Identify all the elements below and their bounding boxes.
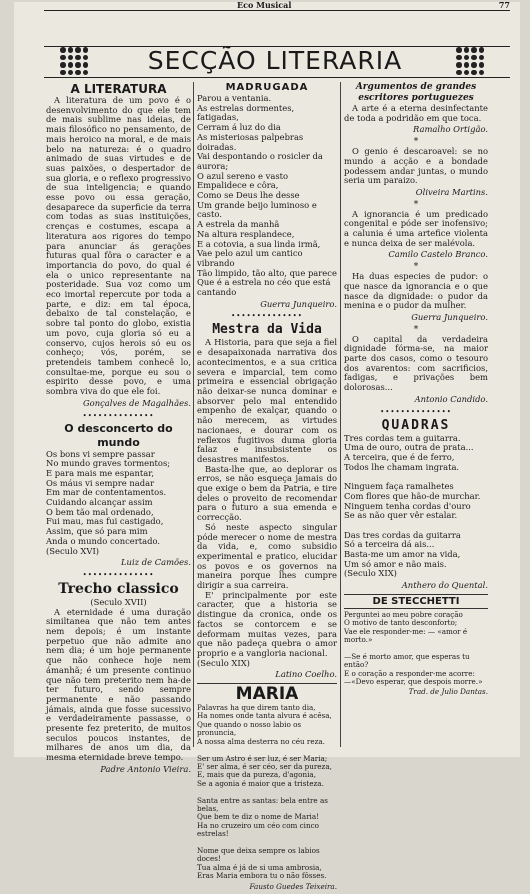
divider-dots: •••••••••••••• [380, 407, 452, 416]
argumento-1: A arte é a eterna desinfectante de toda a podridão em que toca. [344, 103, 488, 123]
divider-dots: •••••••••••••• [82, 570, 155, 579]
column-1 [46, 82, 191, 778]
argumento-4-author: Guerra Junqueiro. [411, 311, 488, 322]
madrugada-author: Guerra Junqueiro. [260, 298, 337, 309]
argumento-5-author: Antonio Candido. [414, 393, 488, 404]
argumento-2: O genio é descaroavel: se no mundo a acção e a bondade podessem andar juntas, o mundo seria um paraizo. [344, 146, 488, 186]
maria-verse: Palavras ha que direm tanto dia, Ha nomes onde tanta alvura é acêsa, Que quando o nosso labio os pronuncia, A nossa alma desterra no céu reza. Ser um Astro é ser luz, é ser Maria; E' ser alma, é ser céo, ser da pureza, E, mais que da pureza, d'agonia, Se a agonia é maior que a tristeza. Santa entre as santas: bela entre as belas, Que bem te diz o nome de Maria! Ha no cruzeiro um céo com cinco estrelas! Nome que deixa sempre os labios doces! Tua alma é já de si uma ambrosia, Eras Maria embora tu o não fôsses. [197, 703, 332, 881]
maria-author: Fausto Guedes Teixeira. [249, 881, 337, 891]
top-rule [44, 10, 510, 11]
quadras-author: Anthero do Quental. [401, 580, 488, 591]
literatura-text: A literatura de um povo é o desenvolvimento do que ele tem de mais sublime nas ideias, de mais filosófico no pensamento, de mais heroico na moral, e de mais belo na natureza: é o quadro animado de suas virtudes e de suas paixões, o despertador de sua gloria, e o reflexo progressivo de sua inteligencia; e quando esse povo ou essa geração, desaparece da superficie da terra com todas as suas instituições, crenças e costumes, escapa a literatura aos rigores do tempo para anunciar ás gerações futuras qual fôra o caracter e a importancia do povo, do qual é ela o unico representante na posteridade. Sua voz como um eco imortal repercute por toda a parte, e diz: em tal época, debaixo de tal constelação, e sobre tal ponto do globo, existia um povo, cuja gloria só eu a conservo, cujos herois só eu os conheço; vós, porém, se pretendeis tambem conhecê lo, consultae-me, porque eu sou o espirito desse povo, e uma sombra viva do que ele foi. [46, 95, 191, 397]
mestra-title: Mestra da Vida [212, 322, 322, 338]
argumento-1-author: Ramalho Ortigão. [412, 124, 488, 135]
stecchetti-verse: Perguntei ao meu pobre coração O motivo de tanto desconforto; Vae ele responder-me: — «amor é morto.» —Se é morto amor, que esperas tu então? E o coração a responder-me acorre: —«Devo esperar, que despois morre.» [344, 609, 483, 687]
asterisk-icon: * [413, 324, 419, 335]
quadras-century: (Seculo XIX) [344, 568, 397, 579]
asterisk-icon: * [413, 262, 419, 273]
desconcerto-title: O desconcerto do mundo [64, 421, 173, 449]
mestra-author: Latino Coelho. [275, 669, 337, 680]
madrugada-verse: Parou a ventania. As estrelas dormentes, fatigadas, Cerram á luz do dia As misteriosas palpebras doiradas. Vai despontando o rosicler da aurora; O azul sereno e vasto Empalidece e côra, Como se Deus lhe desse Um grande beijo luminoso e casto. A estrela da manhã Na altura resplandece, E a cotovia, a sua linda irmã, Vae pelo azul um cantico vibrando Tão limpido, tão alto, que parece Que é a estrela no céo que está cantando [197, 93, 337, 298]
argumento-5: O capital da verdadeira dignidade fórma-se, na maior parte dos casos, como o tesouro dos avarentos: com sacrificios, fadigas, e privações bem dolorosas... [344, 333, 488, 393]
argumento-2-author: Oliveira Martins. [415, 186, 488, 197]
trecho-century: (Seculo XVII) [90, 596, 147, 607]
asterisk-icon: * [413, 199, 419, 210]
column-3 [344, 82, 488, 700]
trecho-author: Padre Antonio Vieira. [100, 763, 191, 774]
argumentos-title: Argumentos de grandes escritores portuguezes [355, 82, 477, 103]
mestra-text-1: A Historia, para que seja a fiel e desapaixonada narrativa dos acontecimentos, e a sua critica severa e imparcial, tem como primeira e essencial obrigação não deixar-se nunca dominar e absorver pelo mal entendido empenho de exalçar, quando o não merecem, as virtudes nacionaes, e dourar com os reflexos fugitivos duma gloria falaz e insubsistente os desastres manifestos. [197, 337, 337, 464]
argumento-4: Ha duas especies de pudor: o que nasce da ignorancia e o que nasce da dignidade: o pudor da menina e o pudor da mulher. [344, 271, 488, 311]
mestra-text-2: Basta-lhe que, ao deplorar os erros, se não esqueça jamais do que exige o bem da Patria, e tire deles o proveito de recomendar para o futuro a sua emenda e correcção. [197, 463, 337, 523]
page-number: 77 [498, 0, 510, 10]
madrugada-title: MADRUGADA [225, 82, 309, 93]
divider-dots: •••••••••••••• [82, 411, 155, 420]
literatura-author: Gonçalves de Magalhães. [82, 397, 191, 408]
section-title: SECÇÃO LITERARIA [147, 46, 403, 75]
column-divider-2 [340, 82, 341, 747]
desconcerto-verse: Os bons vi sempre passar No mundo graves tormentos; E para mais me espantar, Os máus vi sempre nadar Em mar de contentamentos. Cuidando alcançar assim O bem tão mal ordenado, Fui mau, mas fui castigado, Assim, que só para mim Anda o mundo concertado. [46, 448, 171, 546]
ornament-left-icon [60, 47, 88, 75]
divider-dots: •••••••••••••• [231, 312, 303, 321]
mestra-century: (Seculo XIX) [197, 657, 250, 668]
mestra-text-3: Só neste aspecto singular póde merecer o nome de mestra da vida, e, como subsidio experimental e pratico, elucidar os povos e os governos na maneira porque lhes cumpre dirigir a sua carreira. [197, 521, 337, 591]
literatura-title: A LITERATURA [70, 82, 167, 96]
ornament-right-icon [456, 47, 484, 75]
quadras-title: QUADRAS [381, 417, 451, 433]
argumento-3: A ignorancia é um predicado congenital e póde ser inofensivo; a calunia é uma artefice violenta e nunca deixa de ser malévola. [344, 208, 488, 248]
trecho-text: A eternidade é uma duração similtanea que não tem antes nem depois; é um instante perpetuo que não admite ano nem dia; é um hoje permanente que não conhece hoje nem ámanhã; é um presente continuo que não tem preterito nem ha-de ter futuro, sendo sempre permanente e não passando jámais, ainda que fosse sucessivo e verdadeiramente passasse, o presente fez preterito, de muitos seculos poucos instantes, de milhares de anos um dia, da mesma eternidade breve tempo. [46, 606, 191, 763]
desconcerto-author: Luiz de Camões. [121, 557, 191, 568]
stecchetti-author: Trad. de Julio Dantas. [408, 687, 488, 697]
column-2 [197, 82, 337, 894]
trecho-title: Trecho classico [58, 580, 179, 597]
maria-title: MARIA [197, 683, 337, 704]
asterisk-icon: * [413, 137, 419, 148]
desconcerto-century: (Seculo XVI) [46, 545, 100, 556]
mestra-text-4: E' principalmente por este caracter, que a historia se distingue da cronica, onde os factos se contorcem e se deformam muitas vezes, para que não padeça quebra o amor proprio e a vangloria nacional. [197, 589, 337, 658]
argumento-3-author: Camilo Castelo Branco. [388, 249, 488, 260]
stecchetti-title: DE STECCHETTI [344, 594, 488, 609]
column-divider-1 [193, 82, 194, 747]
quadras-verse: Tres cordas tem a guitarra. Uma de ouro, outra de prata... A terceira, que é de ferro, Todos lhe chamam ingrata. Ninguem faça ramalhetes Com flores que hão-de murchar. Ninguem tenha cordas d'ouro Se as não quer vêr estalar. Das tres cordas da guitarra Só a terceira dá ais... Basta-me um amor na vida, Um só amor e não mais. [344, 432, 481, 569]
header-publication: Eco Musical [237, 0, 292, 10]
